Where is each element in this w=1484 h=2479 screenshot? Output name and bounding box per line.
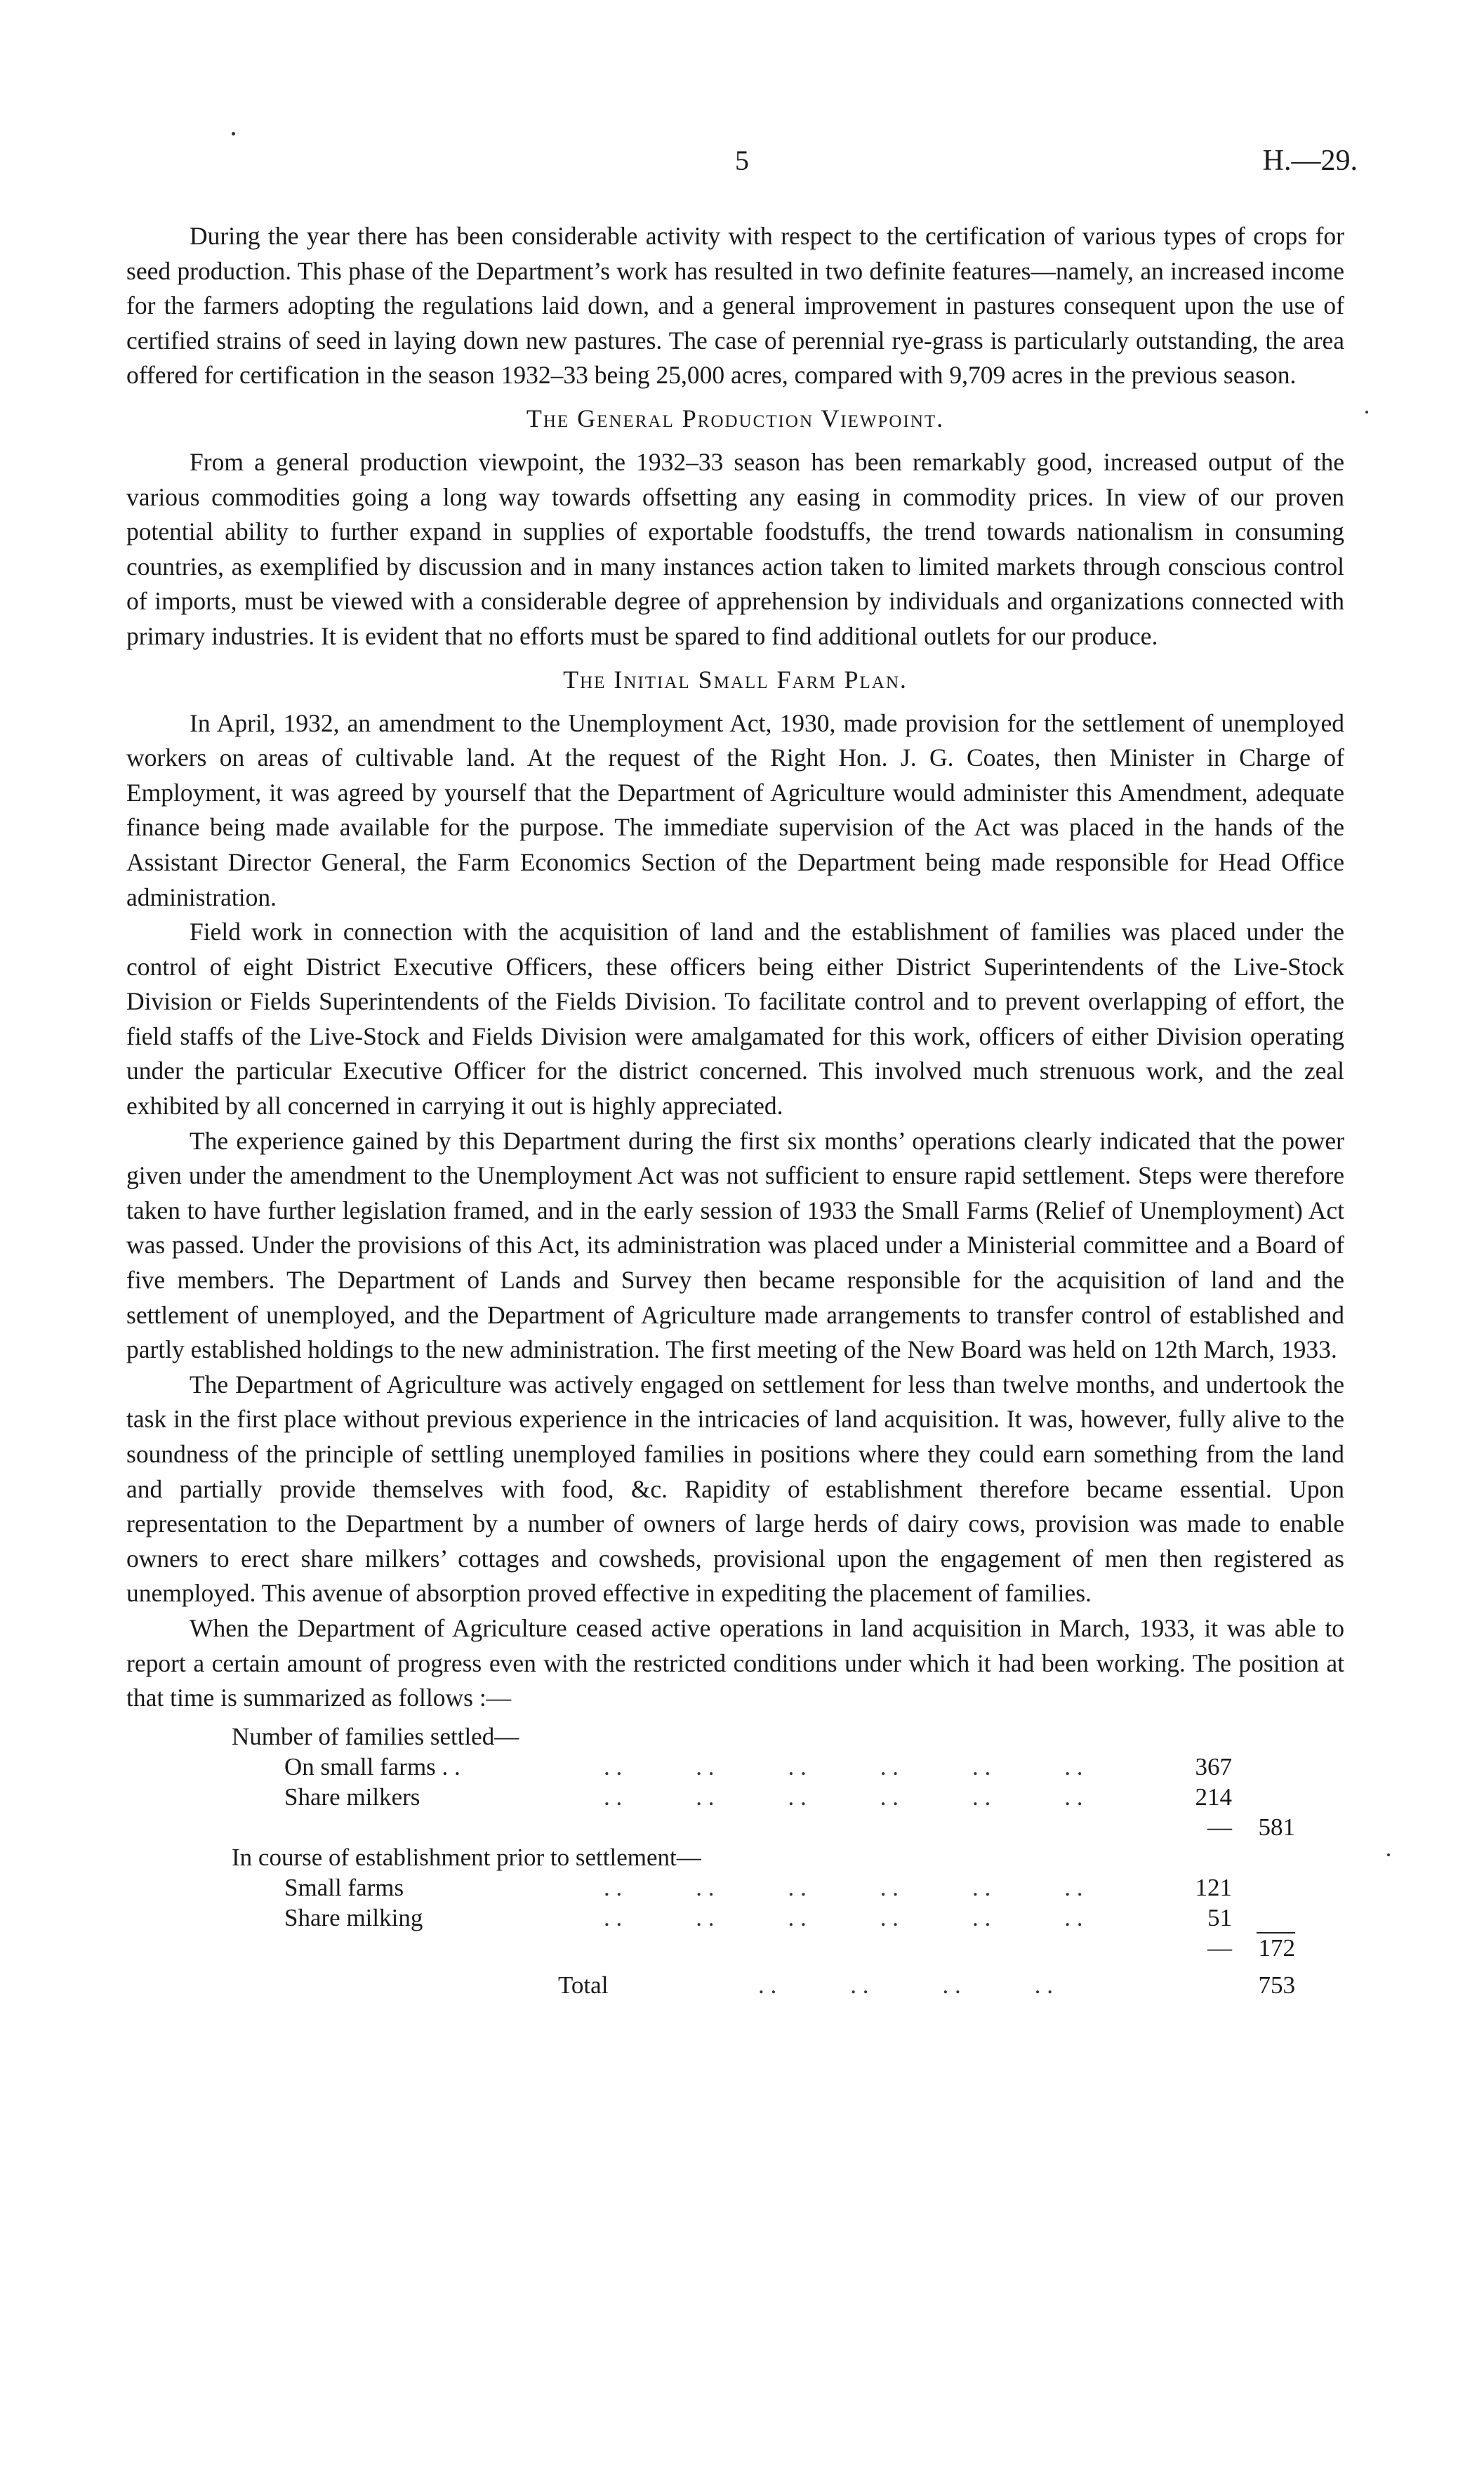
scan-speck <box>1387 1853 1390 1856</box>
summary-group-heading <box>126 1721 1344 1752</box>
page-header <box>126 144 1358 186</box>
summary-label: Small farms <box>284 1873 404 1901</box>
summary-subtotal: 581 <box>1258 1813 1295 1841</box>
summary-row <box>126 1903 1344 1933</box>
settlement-summary-table <box>126 1721 1344 2000</box>
summary-value: 214 <box>1195 1783 1232 1811</box>
summary-subtotal-row <box>126 1933 1344 1963</box>
leader-dots: . . . . . . . . <box>758 1971 1053 1999</box>
paragraph: During the year there has been considerable activity with respect to the certification of various types of crops for seed production. This phase of the Department’s work has resulted in two definite features—namely, an increased income for the farmers adopting the regulations laid down, and a general improvement in pastures consequent upon the use of certified strains of seed in laying down new pastures. The case of perennial rye-grass is particularly outstanding, the area offered for certification in the season 1932–33 being 25,000 acres, compared with 9,709 acres in the previous season. <box>126 222 1344 390</box>
paragraph: When the Department of Agriculture ceased active operations in land acquisition in March, 1933, it was able to report a certain amount of progress even with the restricted conditions under which it had been working. The position at that time is summarized as follows :— <box>126 1613 1344 1712</box>
summary-label: Share milkers <box>284 1783 420 1811</box>
summary-label: Number of families settled— <box>232 1722 519 1750</box>
summary-group-heading <box>126 1842 1344 1872</box>
summary-dash: — <box>1207 1813 1232 1841</box>
document-reference: H.—29. <box>1262 145 1358 177</box>
summary-label: Share milking <box>284 1903 423 1931</box>
leader-dots: . . . . . . . . . . . . <box>604 1783 1083 1811</box>
summary-row <box>126 1872 1344 1903</box>
section-heading: The General Production Viewpoint. <box>526 404 945 432</box>
summary-value: 121 <box>1195 1873 1232 1901</box>
summary-label: On small farms . . <box>284 1752 461 1780</box>
page-number: 5 <box>735 145 749 176</box>
summary-total-row <box>126 1970 1344 2000</box>
summary-label: In course of establishment prior to settlement— <box>232 1843 701 1871</box>
paragraph: The experience gained by this Department during the first six months’ operations clearly indicated that the power given under the amendment to the Unemployment Act was not sufficient to ensure rapid settlement. Steps were therefore taken to have further legislation framed, and in the early session of 1933 the Small Farms (Relief of Unemployment) Act was passed. Under the provisions of this Act, its administration was placed under a Ministerial committee and a Board of five members. The Department of Lands and Survey then became responsible for the acquisition of land and the settlement of unemployed, and the Department of Agriculture made arrangements to transfer control of established and partly established holdings to the new administration. The first meeting of the New Board was held on 12th March, 1933. <box>126 1126 1344 1364</box>
scan-speck <box>1365 411 1368 414</box>
summary-value: 367 <box>1195 1752 1232 1780</box>
summary-total-label: Total <box>558 1971 609 1999</box>
leader-dots: . . . . . . . . . . . . <box>604 1752 1083 1780</box>
paragraph: The Department of Agriculture was actively engaged on settlement for less than twelve months, and undertook the task in the first place without previous experience in the intricacies of land acquisition. It was, however, fully alive to the soundness of the principle of settling unemployed families in positions where they could earn something from the land and partially provide themselves with food, &c. Rapidity of establishment therefore became essential. Upon representation to the Department by a number of owners of large herds of dairy cows, provision was made to enable owners to erect share milkers’ cottages and cowsheds, provisional upon the engagement of men then registered as unemployed. This avenue of absorption proved effective in expediting the placement of families. <box>126 1370 1344 1608</box>
section-heading: The Initial Small Farm Plan. <box>563 665 908 694</box>
leader-dots: . . . . . . . . . . . . <box>604 1903 1083 1931</box>
paragraph: Field work in connection with the acquisition of land and the establishment of families was placed under the control of eight District Executive Officers, these officers being either District Superintendents of the Live-Stock Division or Fields Superintendents of the Fields Division. To facilitate control and to prevent overlapping of effort, the field staffs of the Live-Stock and Fields Division were amalgamated for this work, officers of either Division operating under the particular Executive Officer for the district concerned. This involved much strenuous work, and the zeal exhibited by all concerned in carrying it out is highly appreciated. <box>126 918 1344 1120</box>
summary-row <box>126 1782 1344 1812</box>
page-body <box>126 219 1344 2000</box>
summary-subtotal: 172 <box>1258 1933 1295 1962</box>
leader-dots: . . . . . . . . . . . . <box>604 1873 1083 1901</box>
paragraph: From a general production viewpoint, the 1932–33 season has been remarkably good, increased output of the various commodities going a long way towards offsetting any easing in commodity prices. In view of our proven potential ability to further expand in supplies of exportable foodstuffs, the trend towards nationalism in consuming countries, as exemplified by discussion and in many instances action taken to limited markets through conscious control of imports, must be viewed with a considerable degree of apprehension by individuals and organizations connected with primary industries. It is evident that no efforts must be spared to find additional outlets for our produce. <box>126 447 1344 650</box>
summary-value: 51 <box>1207 1903 1232 1931</box>
total-rule <box>1257 1932 1295 1933</box>
summary-row <box>126 1752 1344 1782</box>
scan-speck <box>232 132 235 135</box>
summary-dash: — <box>1207 1933 1232 1962</box>
summary-total-value: 753 <box>1258 1971 1295 1999</box>
paragraph: In April, 1932, an amendment to the Unemployment Act, 1930, made provision for the settlement of unemployed workers on areas of cultivable land. At the request of the Right Hon. J. G. Coates, then Minister in Charge of Employment, it was agreed by yourself that the Department of Agriculture would administer this Amendment, adequate finance being made available for the purpose. The immediate supervision of the Act was placed in the hands of the Assistant Director General, the Farm Economics Section of the Department being made responsible for Head Office administration. <box>126 708 1344 911</box>
summary-subtotal-row <box>126 1812 1344 1842</box>
